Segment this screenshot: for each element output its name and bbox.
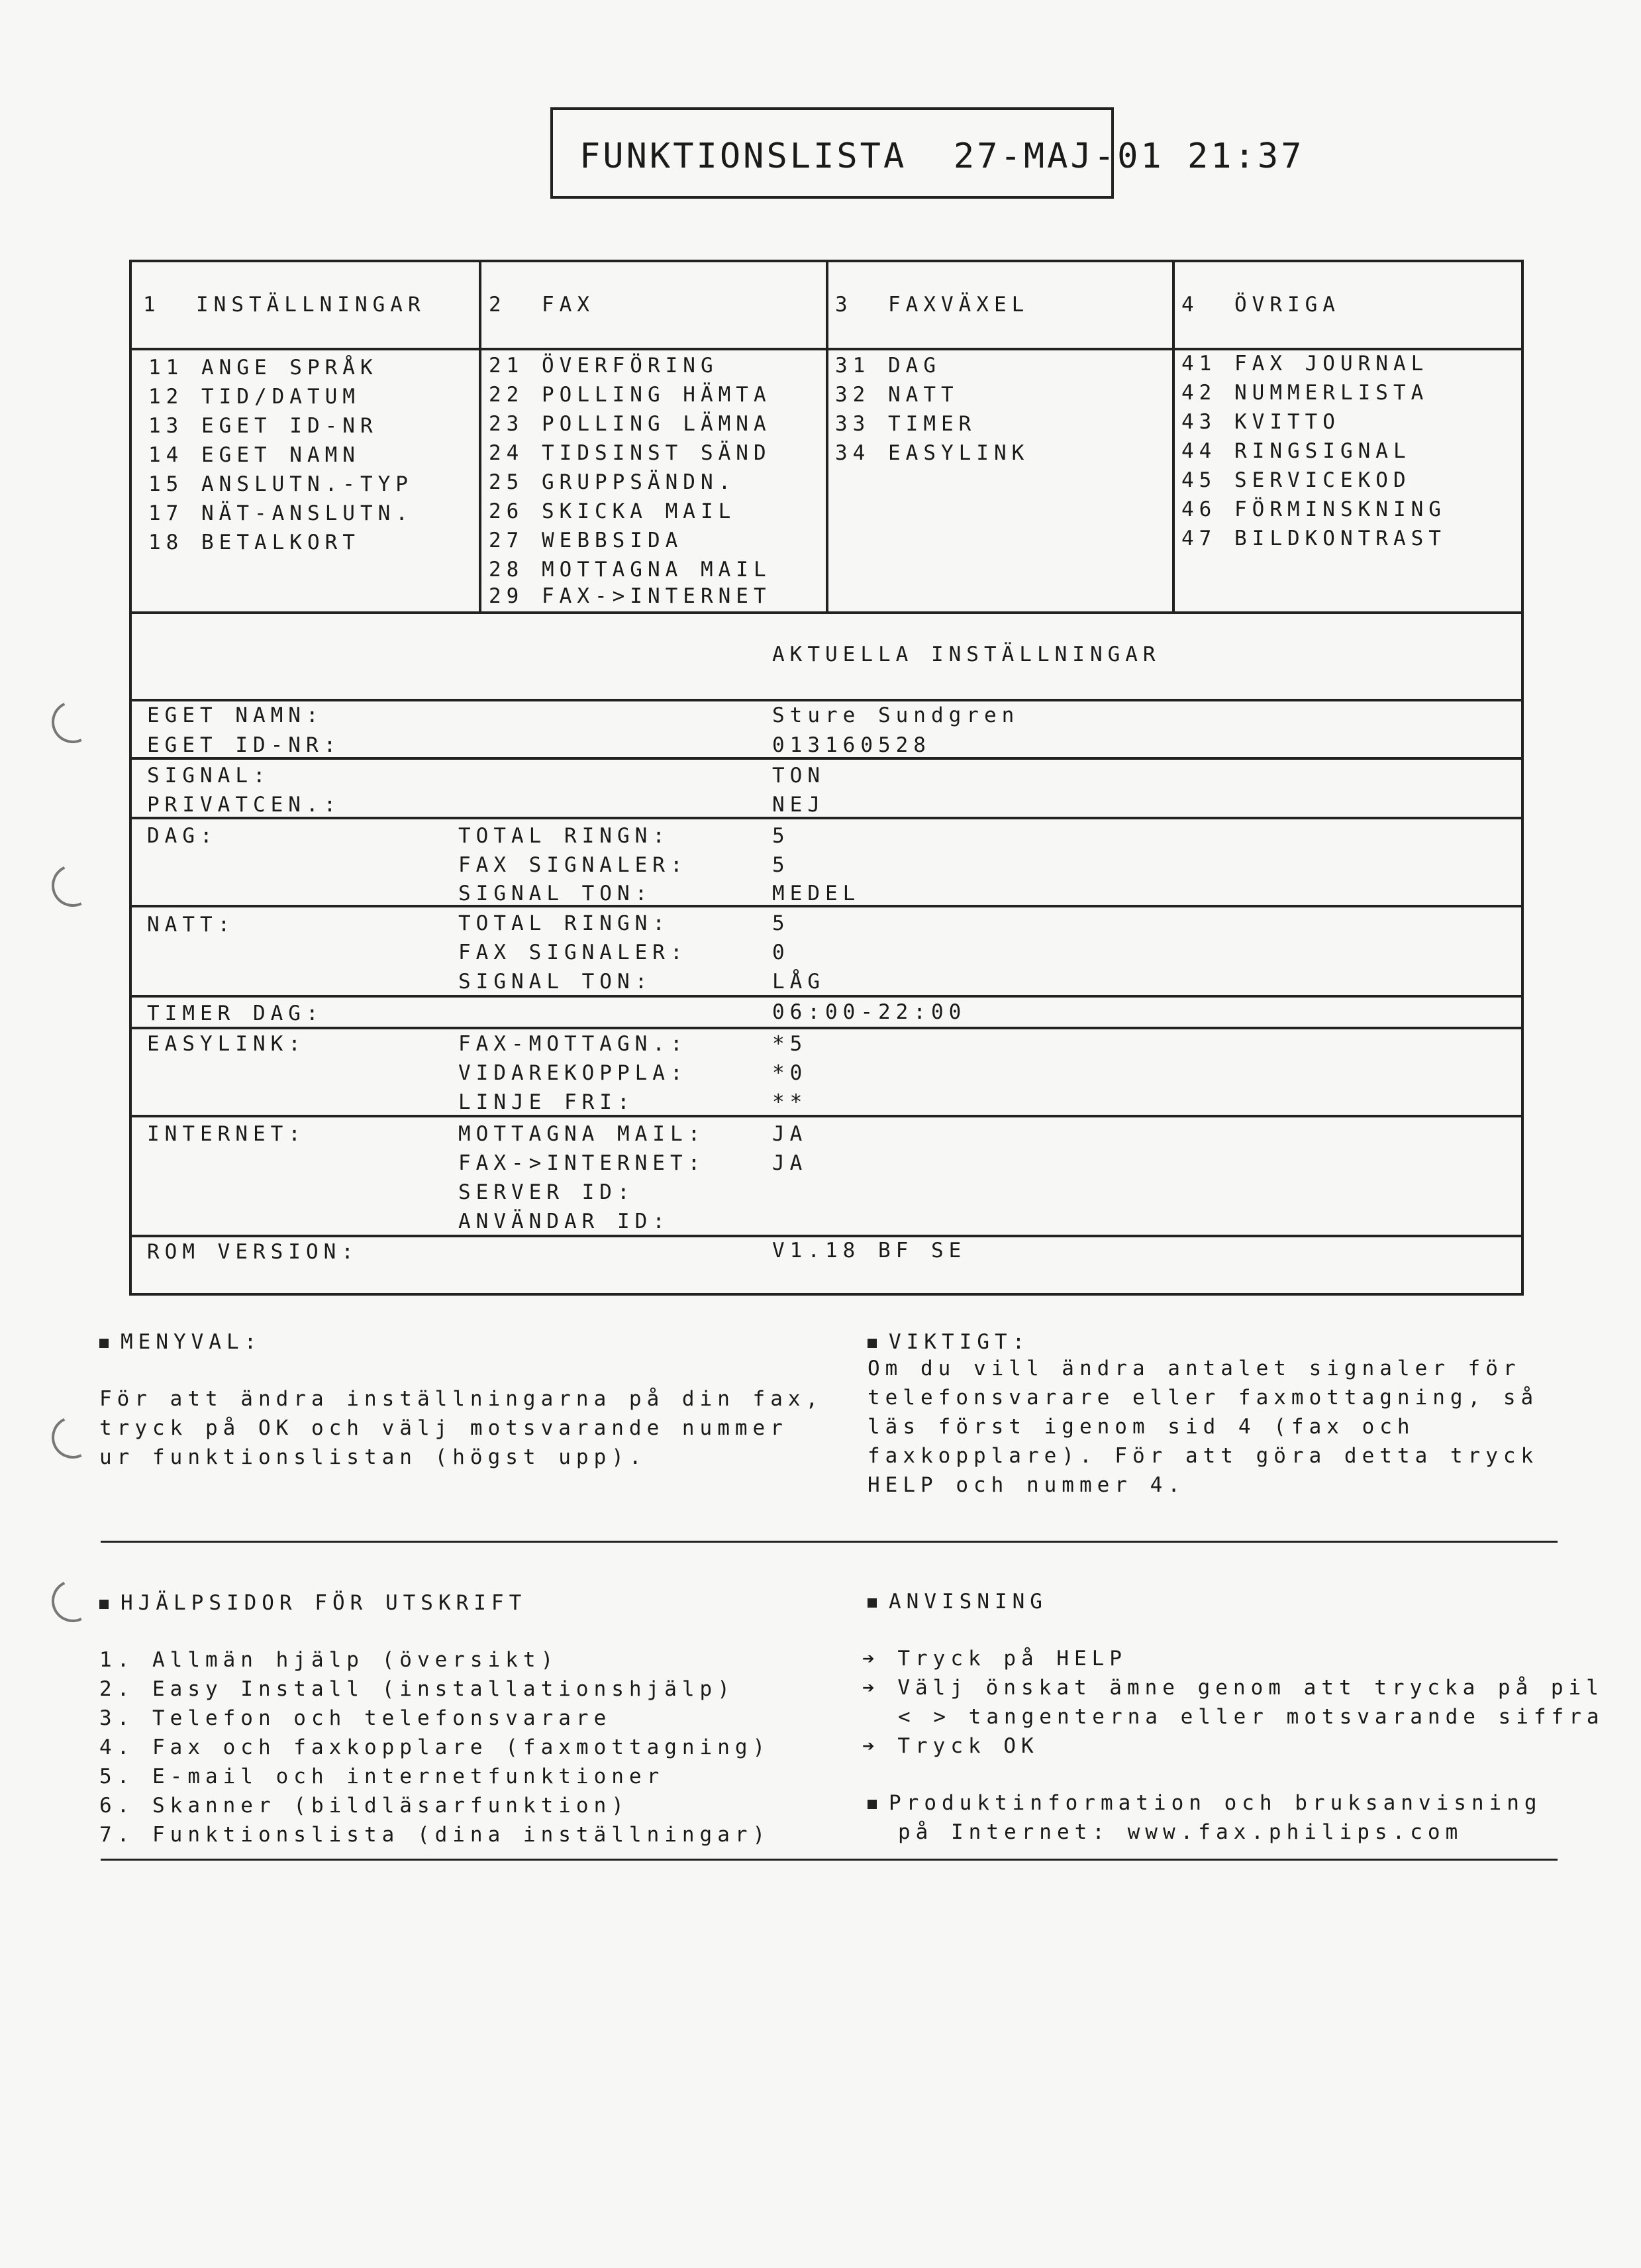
setting-value: JA: [772, 1122, 808, 1146]
menu-item: 28 MOTTAGNA MAIL: [489, 558, 771, 582]
setting-value: LÅG: [772, 970, 825, 994]
menu-heading-2: 2 FAX: [489, 293, 595, 317]
setting-value: Sture Sundgren: [772, 703, 1020, 727]
bullet-icon: [868, 1800, 877, 1809]
setting-sublabel: TOTAL RINGN:: [458, 911, 670, 935]
menu-item: 15 ANSLUTN.-TYP: [148, 472, 413, 496]
setting-sublabel: VIDAREKOPPLA:: [458, 1061, 688, 1085]
arrow-right-icon: ➔: [862, 1734, 880, 1758]
menu-item: 24 TIDSINST SÄND: [489, 441, 771, 465]
punch-hole-1: [46, 695, 100, 749]
menu-item: 46 FÖRMINSKNING: [1181, 497, 1446, 521]
viktigt-line: Om du vill ändra antalet signaler för: [868, 1357, 1521, 1380]
menu-item: 32 NATT: [835, 383, 959, 407]
title-box: [550, 107, 1305, 199]
punch-hole-2: [46, 858, 100, 913]
hjalp-item: 2. Easy Install (installationshjälp): [99, 1677, 735, 1701]
bullet-icon: [99, 1600, 109, 1609]
hjalp-item: 7. Funktionslista (dina inställningar): [99, 1823, 771, 1847]
setting-value: 0: [772, 941, 790, 964]
menu-item: 11 ANGE SPRÅK: [148, 356, 378, 380]
setting-sublabel: TOTAL RINGN:: [458, 824, 670, 848]
menu-item: 41 FAX JOURNAL: [1181, 352, 1429, 376]
setting-label: DAG:: [147, 824, 218, 848]
menu-heading-3: 3 FAXVÄXEL: [835, 293, 1030, 317]
menu-item: 33 TIMER: [835, 412, 977, 436]
bullet-icon: [868, 1339, 877, 1348]
setting-label: ROM VERSION:: [147, 1240, 359, 1264]
setting-sublabel: FAX SIGNALER:: [458, 853, 688, 877]
setting-value: JA: [772, 1151, 808, 1175]
menyval-line: För att ändra inställningarna på din fax,: [99, 1387, 824, 1411]
menyval-heading: MENYVAL:: [99, 1327, 262, 1357]
bullet-icon: [868, 1598, 877, 1608]
menyval-line: ur funktionslistan (högst upp).: [99, 1445, 647, 1469]
setting-sublabel: FAX->INTERNET:: [458, 1151, 706, 1175]
setting-value: 5: [772, 853, 790, 877]
anvisning-heading: ANVISNING: [868, 1587, 1048, 1616]
hjalp-item: 5. E-mail och internetfunktioner: [99, 1765, 665, 1788]
setting-sublabel: LINJE FRI:: [458, 1090, 635, 1114]
setting-label: NATT:: [147, 913, 236, 937]
menu-item: 17 NÄT-ANSLUTN.: [148, 501, 413, 525]
setting-value: **: [772, 1090, 808, 1114]
setting-value: 013160528: [772, 733, 931, 757]
setting-value: V1.18 BF SE: [772, 1239, 967, 1263]
arrow-right-icon: ➔: [862, 1676, 880, 1700]
menu-item: 26 SKICKA MAIL: [489, 499, 736, 523]
setting-sublabel: FAX SIGNALER:: [458, 941, 688, 964]
setting-value: TON: [772, 764, 825, 788]
setting-value: 5: [772, 911, 790, 935]
arrow-right-icon: ➔: [862, 1647, 880, 1671]
anvisning-step: < > tangenterna eller motsvarande siffra: [898, 1705, 1605, 1729]
menu-item: 12 TID/DATUM: [148, 385, 360, 409]
punch-hole-3: [46, 1410, 100, 1465]
menu-item: 14 EGET NAMN: [148, 443, 360, 467]
menu-item: 43 KVITTO: [1181, 410, 1340, 434]
menu-item: 22 POLLING HÄMTA: [489, 383, 771, 407]
divider: [101, 1859, 1558, 1861]
hjalp-item: 1. Allmän hjälp (översikt): [99, 1648, 559, 1672]
anvisning-step: ➔ Tryck OK: [862, 1734, 1039, 1758]
viktigt-line: faxkopplare). För att göra detta tryck: [868, 1444, 1539, 1468]
setting-label: TIMER DAG:: [147, 1002, 324, 1025]
menu-item: 27 WEBBSIDA: [489, 529, 683, 552]
menu-item: 13 EGET ID-NR: [148, 414, 378, 438]
menu-item: 34 EASYLINK: [835, 441, 1030, 465]
setting-sublabel: SIGNAL TON:: [458, 970, 653, 994]
anvisning-step: ➔ Tryck på HELP: [862, 1647, 1127, 1671]
viktigt-line: läs först igenom sid 4 (fax och: [868, 1415, 1415, 1439]
viktigt-line: telefonsvarare eller faxmottagning, så: [868, 1386, 1539, 1410]
anvisning-step: ➔ Välj önskat ämne genom att trycka på pil: [862, 1676, 1604, 1700]
setting-sublabel: ANVÄNDAR ID:: [458, 1210, 670, 1233]
setting-value: 06:00-22:00: [772, 1000, 967, 1024]
menu-item: 45 SERVICEKOD: [1181, 468, 1411, 492]
setting-sublabel: MOTTAGNA MAIL:: [458, 1122, 706, 1146]
divider: [101, 1541, 1558, 1543]
menu-item: 29 FAX->INTERNET: [489, 584, 771, 608]
menu-item: 31 DAG: [835, 354, 941, 378]
setting-value: NEJ: [772, 793, 825, 817]
menu-item: 47 BILDKONTRAST: [1181, 527, 1446, 550]
setting-sublabel: SIGNAL TON:: [458, 882, 653, 905]
menu-item: 44 RINGSIGNAL: [1181, 439, 1411, 463]
setting-label: PRIVATCEN.:: [147, 793, 342, 817]
setting-label: EGET ID-NR:: [147, 733, 342, 757]
settings-heading: AKTUELLA INSTÄLLNINGAR: [772, 643, 1161, 666]
hjalp-heading: HJÄLPSIDOR FÖR UTSKRIFT: [99, 1588, 526, 1618]
menu-item: 25 GRUPPSÄNDN.: [489, 470, 736, 494]
setting-label: EGET NAMN:: [147, 703, 324, 727]
setting-value: *0: [772, 1061, 808, 1085]
menu-item: 21 ÖVERFÖRING: [489, 354, 719, 378]
viktigt-heading: VIKTIGT:: [868, 1327, 1030, 1357]
menu-item: 18 BETALKORT: [148, 531, 360, 554]
menu-heading-1: 1 INSTÄLLNINGAR: [143, 293, 426, 317]
setting-value: *5: [772, 1032, 808, 1056]
hjalp-item: 4. Fax och faxkopplare (faxmottagning): [99, 1735, 771, 1759]
menu-item: 42 NUMMERLISTA: [1181, 381, 1429, 405]
menyval-line: tryck på OK och välj motsvarande nummer: [99, 1416, 788, 1440]
viktigt-line: HELP och nummer 4.: [868, 1473, 1185, 1497]
punch-hole-4: [46, 1574, 100, 1628]
bullet-icon: [99, 1339, 109, 1348]
setting-sublabel: SERVER ID:: [458, 1180, 635, 1204]
hjalp-item: 6. Skanner (bildläsarfunktion): [99, 1794, 629, 1818]
setting-label: SIGNAL:: [147, 764, 271, 788]
setting-value: MEDEL: [772, 882, 861, 905]
setting-label: EASYLINK:: [147, 1032, 306, 1056]
menu-heading-4: 4 ÖVRIGA: [1181, 293, 1340, 317]
page-title: FUNKTIONSLISTA 27-MAJ-01 21:37: [579, 136, 1305, 176]
hjalp-item: 3. Telefon och telefonsvarare: [99, 1706, 612, 1730]
setting-value: 5: [772, 824, 790, 848]
product-info: Produktinformation och bruksanvisning: [868, 1788, 1542, 1818]
product-info-url: på Internet: www.fax.philips.com: [898, 1820, 1464, 1844]
setting-sublabel: FAX-MOTTAGN.:: [458, 1032, 688, 1056]
setting-label: INTERNET:: [147, 1122, 306, 1146]
menu-item: 23 POLLING LÄMNA: [489, 412, 771, 436]
